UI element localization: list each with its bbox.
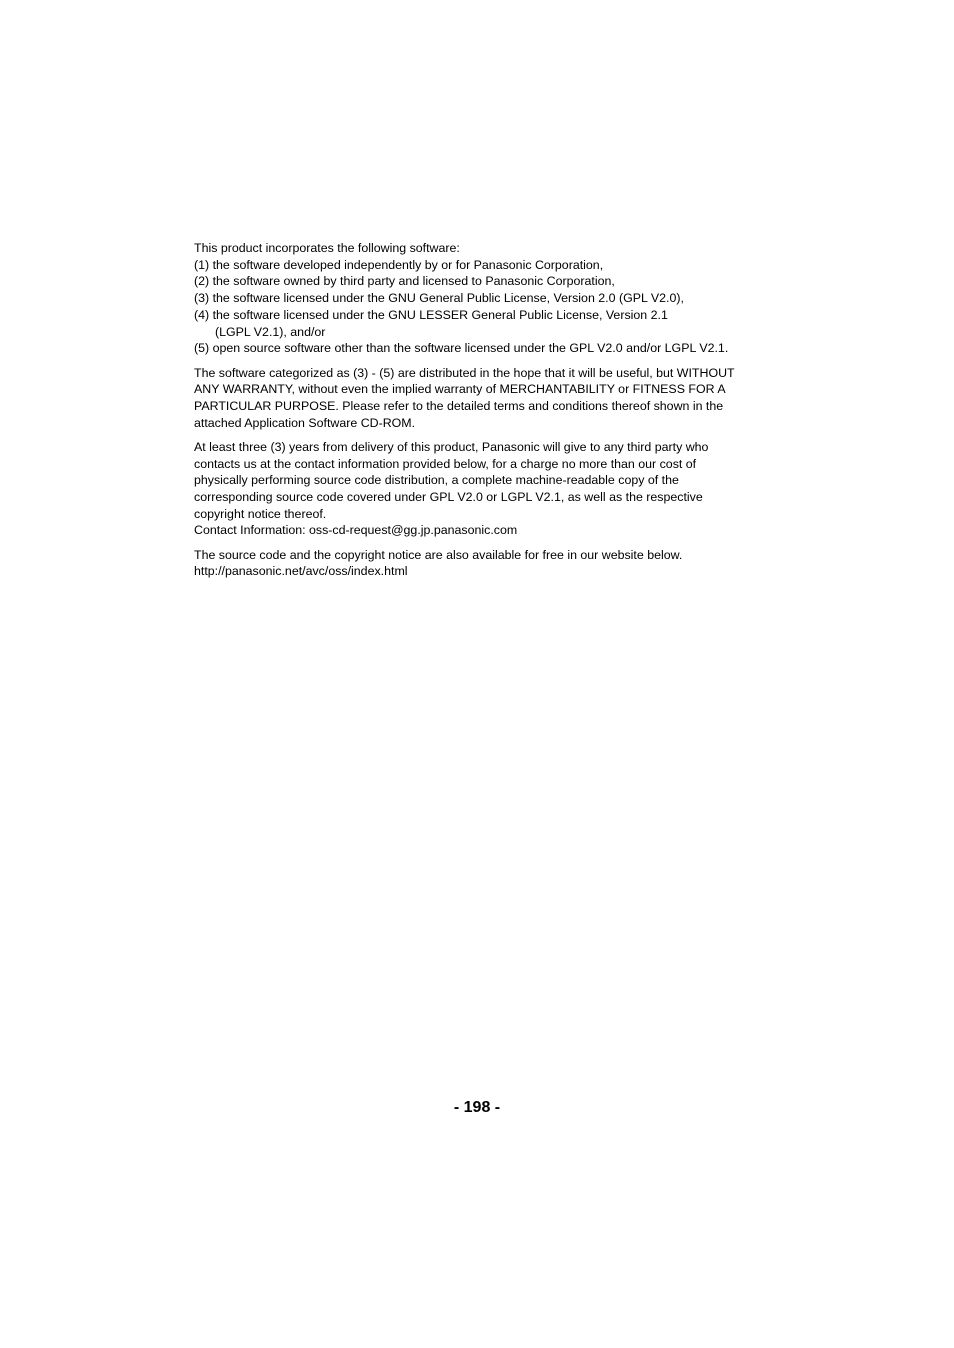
website-paragraph (194, 547, 769, 580)
warranty-line-1: The software categorized as (3) - (5) are distributed in the hope that it will be useful, but WITHOUT (194, 365, 735, 380)
page-number: - 198 - (453, 1099, 501, 1116)
source-offer-line-3: physically performing source code distribution, a complete machine-readable copy of the (194, 473, 679, 488)
contact-information: Contact Information: oss-cd-request@gg.jp.panasonic.com (194, 523, 518, 538)
intro-item-2: (2) the software owned by third party and licensed to Panasonic Corporation, (194, 274, 615, 289)
website-url: http://panasonic.net/avc/oss/index.html (194, 564, 408, 579)
intro-heading: This product incorporates the following software: (194, 241, 460, 255)
intro-item-4-continued: (LGPL V2.1), and/or (215, 324, 326, 339)
source-offer-line-1: At least three (3) years from delivery of this product, Panasonic will give to any third party who (194, 439, 709, 454)
document-body (194, 240, 769, 588)
warranty-paragraph (194, 365, 769, 432)
intro-item-4: (4) the software licensed under the GNU LESSER General Public License, Version 2.1 (194, 307, 668, 322)
website-text: The source code and the copyright notice are also available for free in our website below. (194, 547, 683, 562)
source-offer-line-2: contacts us at the contact information provided below, for a charge no more than our cost of (194, 456, 697, 471)
intro-item-5: (5) open source software other than the software licensed under the GPL V2.0 and/or LGPL V2.1. (194, 341, 729, 356)
intro-item-3: (3) the software licensed under the GNU General Public License, Version 2.0 (GPL V2.0), (194, 291, 684, 306)
warranty-line-3: PARTICULAR PURPOSE. Please refer to the detailed terms and conditions thereof shown in the (194, 398, 724, 413)
intro-paragraph (194, 240, 769, 357)
source-offer-line-4: corresponding source code covered under GPL V2.0 or LGPL V2.1, as well as the respective (194, 490, 703, 505)
source-offer-line-5: copyright notice thereof. (194, 506, 327, 521)
warranty-line-2: ANY WARRANTY, without even the implied warranty of MERCHANTABILITY or FITNESS FOR A (194, 382, 726, 397)
source-offer-paragraph (194, 439, 769, 539)
warranty-line-4: attached Application Software CD-ROM. (194, 415, 416, 430)
intro-item-1: (1) the software developed independently by or for Panasonic Corporation, (194, 257, 604, 272)
